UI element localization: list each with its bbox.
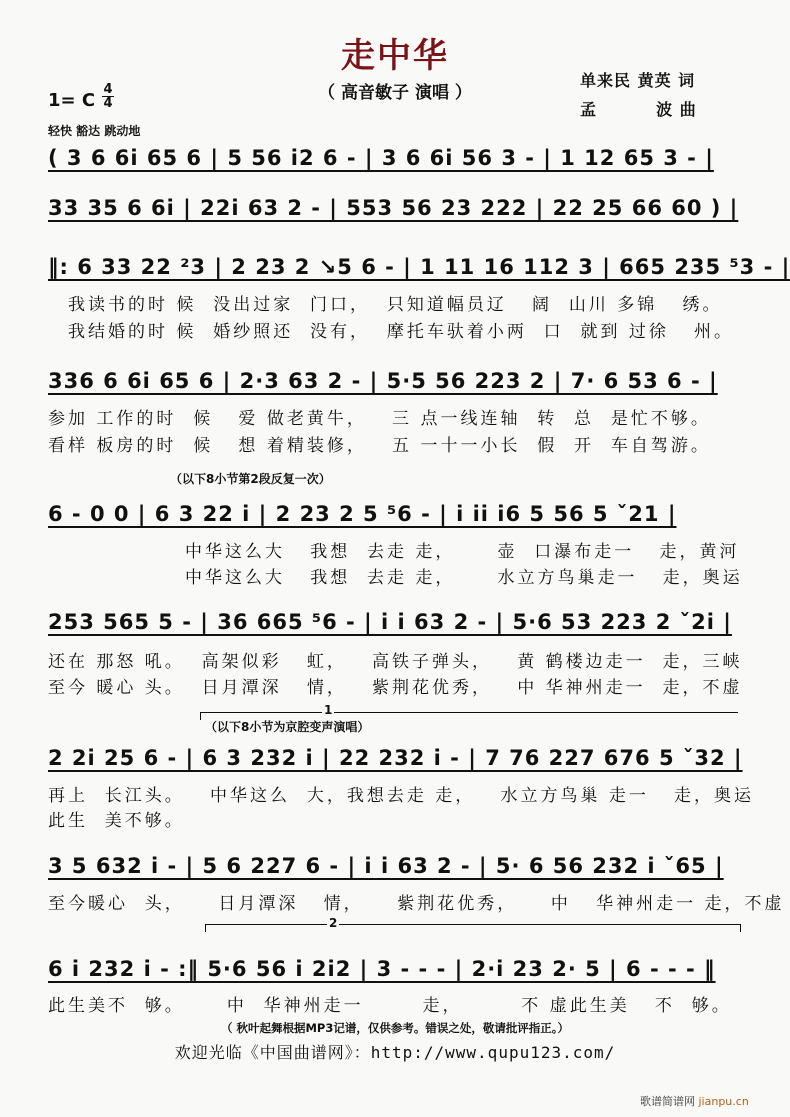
- lyric-verse-2: 中华这么大 我想 去走 走， 水立方鸟巢走一 走，奥运: [185, 568, 743, 588]
- lyric-verse-1: 我读书的时 候 没出过家 门口， 只知道幅员辽 阔 山川 多锦 绣。: [68, 295, 723, 315]
- volta-2-left-tick: [205, 924, 206, 932]
- lyricist-credit: 单来民 黄英 词: [580, 71, 696, 90]
- notation-line: 6 - 0 0 | 6 3 22 i | 2 23 2 5 ⁵6 - | i ii i6 5 56 5 ˇ21 |: [48, 502, 677, 526]
- lyric-verse-2: 我结婚的时 候 婚纱照还 没有， 摩托车驮着小两 口 就到 过徐 州。: [68, 322, 735, 342]
- staff-row-1: [48, 146, 714, 170]
- notation-line: 253 565 5 - | 36 665 ⁵6 - | i i 63 2 - | 5·6 53 223 2 ˇ2i |: [48, 610, 732, 634]
- performer-subtitle: （ 高音敏子 演唱 ）: [318, 83, 472, 103]
- staff-row-9: [48, 957, 716, 981]
- volta-2-bracket: [205, 924, 740, 925]
- lyric-verse-1: 此生美不 够。 中 华神州走一 走， 不 虚此生美 不 够。: [48, 996, 732, 1016]
- transcriber-note: （ 秋叶起舞根据MP3记谱，仅供参考。错误之处，敬请批评指正。）: [220, 1021, 570, 1035]
- staff-row-4: [48, 369, 718, 393]
- lyric-verse-1: 中华这么大 我想 去走 走， 壶 口瀑布走一 走，黄河: [185, 542, 740, 562]
- lyric-verse-2: 此生 美不够。: [48, 811, 185, 831]
- staff-row-6: [48, 610, 732, 634]
- lyric-verse-2: 看样 板房的时 候 想 着精装修， 五 一十一小长 假 开 车自驾游。: [48, 436, 711, 456]
- lyric-verse-1: 还在 那怒 吼。 高架似彩 虹， 高铁子弹头， 黄 鹤楼边走一 走，三峡: [48, 652, 743, 672]
- lyric-verse-1: 至今暖心 头， 日月潭深 情， 紫荆花优秀， 中 华神州走一 走，不虚: [48, 894, 785, 914]
- staff-row-3: [48, 255, 790, 279]
- volta-2-right-tick: [740, 924, 741, 932]
- composer-credit: 孟 波 曲: [580, 100, 697, 119]
- volta-2-label: 2: [329, 916, 338, 930]
- staff-row-8: [48, 854, 724, 878]
- notation-line: 6 i 232 i - :‖ 5·6 56 i 2i2 | 3 - - - | 2·i 23 2· 5 | 6 - - - ‖: [48, 957, 716, 981]
- repeat-annotation: （以下8小节第2段反复一次）: [170, 472, 331, 486]
- time-signature-bottom: 4: [103, 96, 113, 111]
- lyric-verse-2: 至今 暖心 头。 日月潭深 情， 紫荆花优秀， 中 华神州走一 走，不虚: [48, 678, 743, 698]
- volta-1-bracket: [200, 712, 738, 713]
- staff-row-2: [48, 196, 738, 220]
- volta-1-left-tick: [200, 712, 201, 720]
- time-signature: [102, 83, 114, 110]
- staff-row-5: [48, 502, 677, 526]
- watermark-cn: 歌谱简谱网: [640, 1095, 695, 1108]
- notation-line: 33 35 6 6i | 22i 63 2 - | 553 56 23 222 | 22 25 66 60 ) |: [48, 196, 739, 220]
- lyric-verse-1: 再上 长江头。 中华这么 大，我想去走 走， 水立方鸟巢 走一 走，奥运: [48, 786, 755, 806]
- key-signature: 1= C: [48, 90, 96, 111]
- lyric-verse-1: 参加 工作的时 候 爱 做老黄牛， 三 点一线连轴 转 总 是忙不够。: [48, 409, 711, 429]
- song-title: 走中华: [341, 36, 449, 76]
- staff-row-7: [48, 746, 743, 770]
- volta-1-annotation: （以下8小节为京腔变声演唱）: [205, 720, 370, 734]
- watermark: [640, 1093, 749, 1109]
- notation-line: ( 3 6 6i 65 6 | 5 56 i2 6 - | 3 6 6i 56 3 - | 1 12 65 3 - |: [48, 146, 714, 170]
- tempo-marking: 轻快 豁达 跳动地: [48, 124, 141, 138]
- time-signature-top: 4: [103, 82, 113, 97]
- notation-line: 2 2i 25 6 - | 6 3 232 i | 22 232 i - | 7 76 227 676 5 ˇ32 |: [48, 746, 743, 770]
- notation-line: ‖: 6 33 22 ²3 | 2 23 2 ↘5 6 - | 1 11 16 112 3 | 665 235 ⁵3 - |: [48, 255, 790, 279]
- site-welcome-link[interactable]: 欢迎光临《中国曲谱网》：http://www.qupu123.com/: [174, 1043, 616, 1062]
- watermark-url: jianpu.cn: [698, 1095, 749, 1108]
- notation-line: 336 6 6i 65 6 | 2·3 63 2 - | 5·5 56 223 2 | 7· 6 53 6 - |: [48, 369, 718, 393]
- volta-1-label: 1: [324, 703, 333, 717]
- notation-line: 3 5 632 i - | 5 6 227 6 - | i i 63 2 - | 5· 6 56 232 i ˇ65 |: [48, 854, 724, 878]
